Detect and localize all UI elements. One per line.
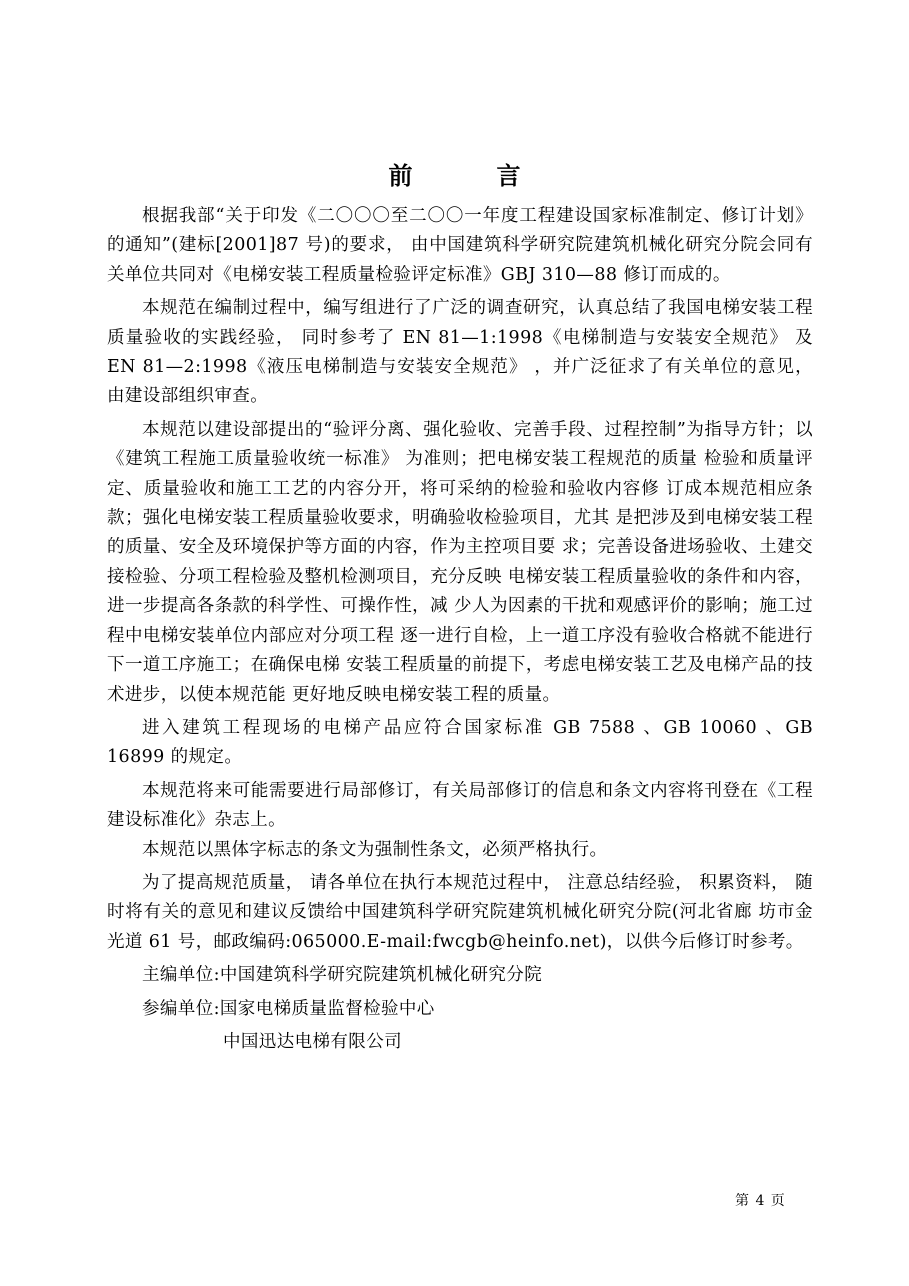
page-number: 第 4 页 [735,1193,786,1209]
chief-editor-unit: 主编单位:中国建筑科学研究院建筑机械化研究分院 [142,965,543,986]
paragraph-5: 本规范将来可能需要进行局部修订，有关局部修订的信息和条文内容将刊登在《工程建设标准化》杂志上。 [107,780,813,831]
paragraph-7: 为了提高规范质量， 请各单位在执行本规范过程中， 注意总结经验， 积累资料， 随时将有关的意见和建议反馈给中国建筑科学研究院建筑机械化研究分院(河北省廊 坊市金光道 61 号，邮政编码:065000.E-mail:fwcgb@heinfo.net)，以供今后修订时参考。 [107,872,813,952]
participant-unit-extra: 中国迅达电梯有限公司 [223,1031,402,1052]
participant-unit: 参编单位:国家电梯质量监督检验中心 [142,998,435,1019]
paragraph-1: 根据我部“关于印发《二〇〇〇至二〇〇一年度工程建设国家标准制定、修订计划》的通知”(建标[2001]87 号)的要求， 由中国建筑科学研究院建筑机械化研究分院会同有关单位共同对《电梯安装工程质量检验评定标准》GBJ 310—88 修订而成的。 [107,206,813,285]
preface-body [107,202,813,1057]
paragraph-4: 进入建筑工程现场的电梯产品应符合国家标准 GB 7588 、GB 10060 、GB 16899 的规定。 [107,717,813,768]
paragraph-6: 本规范以黑体字标志的条文为强制性条文，必须严格执行。 [142,839,608,860]
paragraph-2: 本规范在编制过程中，编写组进行了广泛的调查研究，认真总结了我国电梯安装工程质量验收的实践经验， 同时参考了 EN 81—1:1998《电梯制造与安装安全规范》 及 EN 81—2:1998《液压电梯制造与安装安全规范》 ，并广泛征求了有关单位的意见， 由建设部组织审查。 [107,298,813,407]
page-title: 前 言 [388,162,551,190]
paragraph-3: 本规范以建设部提出的“验评分离、强化验收、完善手段、过程控制”为指导方针；以《建筑工程施工质量验收统一标准》 为准则；把电梯安装工程规范的质量 检验和质量评定、质量验收和施工工艺的内容分开，将可采纳的检验和验收内容修 订成本规范相应条款；强化电梯安装工程质量验收要求，明确验收检验项目，尤其 是把涉及到电梯安装工程的质量、安全及环境保护等方面的内容，作为主控项目要 求；完善设备进场验收、土建交接检验、分项工程检验及整机检测项目，充分反映 电梯安装工程质量验收的条件和内容，进一步提高各条款的科学性、可操作性，减 少人为因素的干扰和观感评价的影响；施工过程中电梯安装单位内部应对分项工程 逐一进行自检，上一道工序没有验收合格就不能进行下一道工序施工；在确保电梯 安装工程质量的前提下，考虑电梯安装工艺及电梯产品的技术进步，以使本规范能 更好地反映电梯安装工程的质量。 [107,419,813,705]
